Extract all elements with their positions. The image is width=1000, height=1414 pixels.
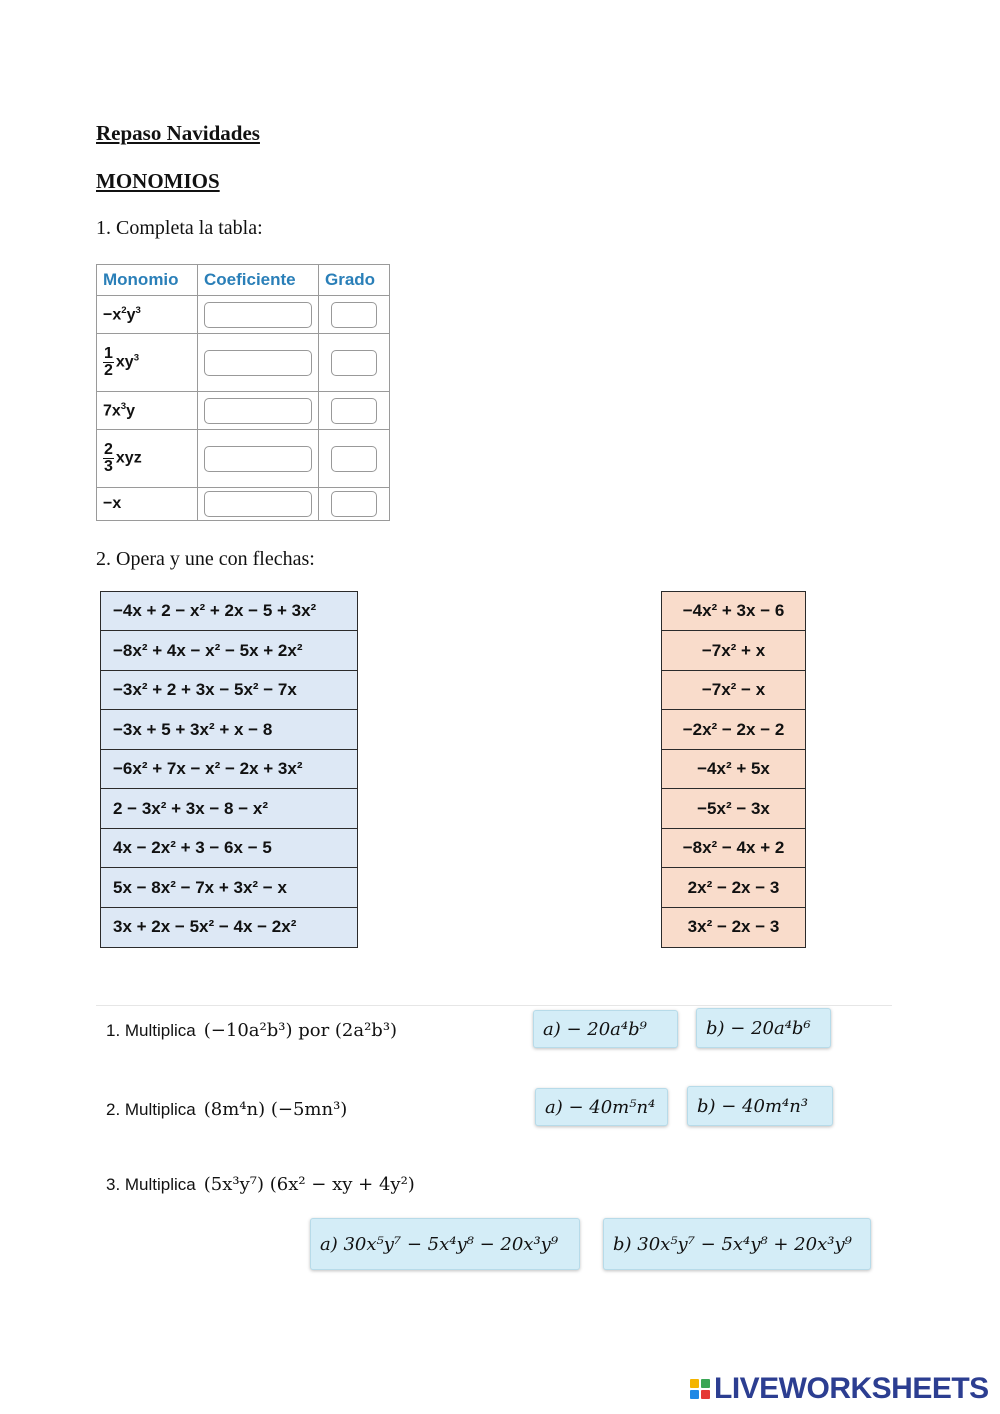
expressions-column <box>100 592 358 948</box>
question-expression: (−10a²b³) por (2a²b³) <box>203 1020 398 1041</box>
multiply-question-3 <box>106 1174 415 1195</box>
result-item[interactable]: −4x² + 5x <box>661 749 806 790</box>
monomial-cell: $7x^3y$ <box>97 392 198 430</box>
expression-item[interactable]: −3x² + 2 + 3x − 5x² − 7x <box>100 670 358 711</box>
monomial-cell: $\frac{1}{2}$ $xy^3$ <box>97 334 198 392</box>
expression-item[interactable]: 5x − 8x² − 7x + 3x² − x <box>100 867 358 908</box>
result-item[interactable]: 3x² − 2x − 3 <box>661 907 806 948</box>
result-item[interactable]: −5x² − 3x <box>661 788 806 829</box>
liveworksheets-logo <box>690 1372 989 1406</box>
logo-square <box>701 1379 710 1388</box>
option-b-button[interactable]: b) − 40m⁴n³ <box>687 1086 833 1126</box>
results-column <box>661 592 806 948</box>
question-label: 1. Multiplica <box>106 1021 196 1040</box>
degree-input[interactable] <box>331 398 377 424</box>
question-label: 2. Multiplica <box>106 1100 196 1119</box>
option-a-button[interactable]: a) − 20a⁴b⁹ <box>533 1010 678 1048</box>
monomial-cell: $-x^2y^3$ <box>97 296 198 334</box>
monomial-cell: $\frac{2}{3}$ xyz <box>97 430 198 488</box>
expression-item[interactable]: −8x² + 4x − x² − 5x + 2x² <box>100 630 358 671</box>
section-divider <box>96 1005 892 1006</box>
logo-square <box>690 1379 699 1388</box>
expression-item[interactable]: −4x + 2 − x² + 2x − 5 + 3x² <box>100 591 358 632</box>
expression-item[interactable]: −6x² + 7x − x² − 2x + 3x² <box>100 749 358 790</box>
logo-mark-icon <box>690 1379 710 1399</box>
page-title: Repaso Navidades <box>96 121 260 145</box>
multiply-question-2 <box>106 1099 347 1120</box>
monomial-table <box>96 264 390 521</box>
header-coeficiente: Coeficiente <box>198 265 319 296</box>
exercise1-instruction: 1. Completa la tabla: <box>96 217 263 239</box>
coefficient-input[interactable] <box>204 398 312 424</box>
multiply-question-1 <box>106 1020 397 1041</box>
degree-input[interactable] <box>331 302 377 328</box>
section-title: MONOMIOS <box>96 169 220 193</box>
coefficient-input[interactable] <box>204 491 312 517</box>
result-item[interactable]: −8x² − 4x + 2 <box>661 828 806 869</box>
expression-item[interactable]: −3x + 5 + 3x² + x − 8 <box>100 709 358 750</box>
expression-item[interactable]: 4x − 2x² + 3 − 6x − 5 <box>100 828 358 869</box>
question-expression: (8m⁴n) (−5mn³) <box>203 1099 348 1120</box>
monomial-cell: −x <box>97 488 198 521</box>
result-item[interactable]: −7x² + x <box>661 630 806 671</box>
option-b-button[interactable]: b) − 20a⁴b⁶ <box>696 1008 831 1048</box>
exercise2-instruction: 2. Opera y une con flechas: <box>96 548 315 570</box>
expression-item[interactable]: 3x + 2x − 5x² − 4x − 2x² <box>100 907 358 948</box>
degree-input[interactable] <box>331 446 377 472</box>
result-item[interactable]: 2x² − 2x − 3 <box>661 867 806 908</box>
option-a-button[interactable]: a) 30x⁵y⁷ − 5x⁴y⁸ − 20x³y⁹ <box>310 1218 580 1270</box>
result-item[interactable]: −7x² − x <box>661 670 806 711</box>
header-grado: Grado <box>319 265 390 296</box>
coefficient-input[interactable] <box>204 302 312 328</box>
degree-input[interactable] <box>331 350 377 376</box>
coefficient-input[interactable] <box>204 446 312 472</box>
result-item[interactable]: −4x² + 3x − 6 <box>661 591 806 632</box>
option-b-button[interactable]: b) 30x⁵y⁷ − 5x⁴y⁸ + 20x³y⁹ <box>603 1218 871 1270</box>
logo-square <box>690 1390 699 1399</box>
degree-input[interactable] <box>331 491 377 517</box>
logo-text: LIVEWORKSHEETS <box>714 1372 989 1405</box>
coefficient-input[interactable] <box>204 350 312 376</box>
question-expression: (5x³y⁷) (6x² − xy + 4y²) <box>203 1174 415 1195</box>
option-a-button[interactable]: a) − 40m⁵n⁴ <box>535 1088 668 1126</box>
expression-item[interactable]: 2 − 3x² + 3x − 8 − x² <box>100 788 358 829</box>
logo-square <box>701 1390 710 1399</box>
result-item[interactable]: −2x² − 2x − 2 <box>661 709 806 750</box>
header-monomio: Monomio <box>97 265 198 296</box>
question-label: 3. Multiplica <box>106 1175 196 1194</box>
